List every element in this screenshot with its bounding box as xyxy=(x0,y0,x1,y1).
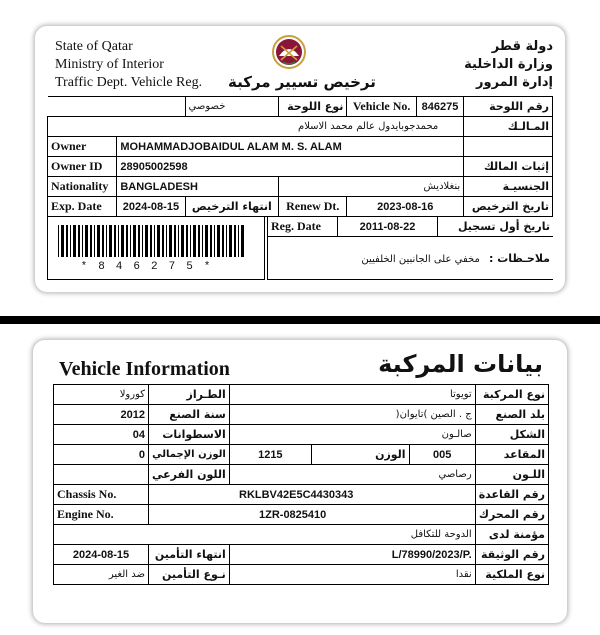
cylinders-label: الاسطوانات xyxy=(149,425,230,445)
notes-value: مخفي على الجانبين الخلفيين xyxy=(361,253,480,265)
barcode-icon xyxy=(58,225,244,257)
owner-label: Owner xyxy=(48,137,117,157)
renew-label: Renew Dt. xyxy=(279,197,347,217)
gross-weight-value: 0 xyxy=(54,445,149,465)
nationality-value: BANGLADESH xyxy=(117,177,279,197)
secondary-color-value xyxy=(54,465,149,485)
notes-label: ملاحـظات : xyxy=(489,251,550,265)
make-value: تويوتا xyxy=(229,385,475,405)
barcode-bar xyxy=(210,225,212,257)
chassis-value: RKLBV42E5C4430343 xyxy=(149,485,476,505)
barcode-bar xyxy=(126,225,128,257)
plate-type-label: نوع اللوحة xyxy=(279,97,347,117)
barcode-bar xyxy=(174,225,176,257)
gross-weight-label: الوزن الإجمالي xyxy=(149,445,230,465)
reg-date-label-ar: تاريخ أول تسجيل xyxy=(438,217,554,237)
vehicle-registration-card xyxy=(35,26,565,292)
insurer-value: الدوحة للتكافل xyxy=(54,525,476,545)
barcode-bar xyxy=(130,225,131,257)
section-divider xyxy=(0,316,600,324)
barcode-bar xyxy=(190,225,191,257)
insurance-type-value: ضد الغير xyxy=(54,565,149,585)
barcode-bar xyxy=(193,225,196,257)
barcode-bar xyxy=(133,225,136,257)
seats-label: المقاعد xyxy=(475,445,548,465)
barcode-bar xyxy=(94,225,95,257)
body-value: صالـون xyxy=(229,425,475,445)
barcode-bar xyxy=(73,225,76,257)
seats-value: 005 xyxy=(409,445,475,465)
barcode-bar xyxy=(61,225,64,257)
nationality-label: Nationality xyxy=(48,177,117,197)
barcode-bar xyxy=(66,225,68,257)
ministry-ar: وزارة الداخلية xyxy=(464,57,553,72)
owner-id-label-ar: إثبات المالك xyxy=(464,157,553,177)
barcode-bar xyxy=(157,225,160,257)
dept-ar: إدارة المرور xyxy=(476,75,553,90)
barcode-bar xyxy=(178,225,179,257)
barcode-bar xyxy=(118,225,119,257)
exp-date-label-ar: انتهاء الترخيص xyxy=(185,197,279,217)
owner-name-ar: محمدجوبايدول عالم محمد الاسلام xyxy=(48,117,464,137)
barcode-bar xyxy=(150,225,152,257)
ministry-en: Ministry of Interior xyxy=(55,57,164,72)
owner-id-label: Owner ID xyxy=(48,157,117,177)
year-value: 2012 xyxy=(54,405,149,425)
ownership-label: نوع الملكية xyxy=(475,565,548,585)
model-label: الطـراز xyxy=(149,385,230,405)
owner-id-value: 28905002598 xyxy=(117,157,464,177)
dept-en: Traffic Dept. Vehicle Reg. xyxy=(55,75,203,90)
barcode-bar xyxy=(166,225,167,257)
barcode-digits: *846275* xyxy=(80,261,222,273)
barcode-bar xyxy=(234,225,236,257)
vehicle-info-title-ar: بيانات المركبة xyxy=(378,350,543,378)
barcode-bar xyxy=(229,225,232,257)
barcode-bar xyxy=(162,225,164,257)
barcode-bar xyxy=(90,225,92,257)
insurance-exp-value: 2024-08-15 xyxy=(54,545,149,565)
nationality-value-ar: بنغلاديش xyxy=(279,177,464,197)
vehicle-information-card xyxy=(33,340,567,623)
barcode-bar xyxy=(142,225,143,257)
barcode-bar xyxy=(205,225,208,257)
barcode-bar xyxy=(238,225,239,257)
state-en: State of Qatar xyxy=(55,39,133,54)
barcode-bar xyxy=(138,225,140,257)
barcode-bar xyxy=(181,225,184,257)
owner-label-ar: المـالـك xyxy=(464,117,553,137)
barcode-box xyxy=(47,216,265,280)
barcode-bar xyxy=(186,225,188,257)
renew-value: 2023-08-16 xyxy=(347,197,464,217)
barcode-bar xyxy=(58,225,59,257)
plate-type-value: خصوصي xyxy=(185,97,279,117)
barcode-bar xyxy=(82,225,83,257)
barcode-bar xyxy=(222,225,224,257)
insurance-type-label: نـوع التأمين xyxy=(149,565,230,585)
policy-value: L/78990/2023/P. xyxy=(229,545,475,565)
renew-label-ar: تاريخ الترخيص xyxy=(464,197,553,217)
weight-label: الوزن xyxy=(311,445,409,465)
vehicle-no-value: 846275 xyxy=(416,97,463,117)
engine-label: Engine No. xyxy=(54,505,149,525)
barcode-bar xyxy=(97,225,100,257)
barcode-bar xyxy=(85,225,88,257)
barcode-bar xyxy=(198,225,200,257)
model-value: كورولا xyxy=(54,385,149,405)
reg-date-value: 2011-08-22 xyxy=(338,217,438,237)
notes-cell xyxy=(268,237,554,280)
exp-date-label: Exp. Date xyxy=(48,197,117,217)
reg-date-table xyxy=(267,216,553,280)
vehicle-info-table xyxy=(53,384,549,585)
color-value: رصاصي xyxy=(229,465,475,485)
barcode-bar xyxy=(109,225,112,257)
barcode-bar xyxy=(169,225,172,257)
make-label: نوع المركبة xyxy=(475,385,548,405)
registration-table xyxy=(47,96,553,217)
chassis-label-ar: رقم القاعدة xyxy=(475,485,548,505)
license-title-ar: ترخيص تسيير مركبة xyxy=(228,73,376,91)
insurer-label: مؤمنة لدى xyxy=(475,525,548,545)
cylinders-value: 04 xyxy=(54,425,149,445)
color-label: اللـون xyxy=(475,465,548,485)
barcode-bar xyxy=(202,225,203,257)
barcode-bar xyxy=(106,225,107,257)
barcode-bar xyxy=(217,225,220,257)
exp-date-value: 2024-08-15 xyxy=(117,197,185,217)
barcode-bar xyxy=(121,225,124,257)
nationality-label-ar: الجنسيـة xyxy=(464,177,553,197)
barcode-bar xyxy=(102,225,104,257)
owner-name: MOHAMMADJOBAIDUL ALAM M. S. ALAM xyxy=(117,137,464,157)
vehicle-no-label: Vehicle No. xyxy=(347,97,417,117)
barcode-bar xyxy=(226,225,227,257)
country-label: بلد الصنع xyxy=(475,405,548,425)
plate-no-label: رقم اللوحة xyxy=(464,97,553,117)
year-label: سنة الصنع xyxy=(149,405,230,425)
insurance-exp-label: انتهاء التأمين xyxy=(149,545,230,565)
barcode-bar xyxy=(145,225,148,257)
barcode-bar xyxy=(154,225,155,257)
engine-label-ar: رقم المحرك xyxy=(475,505,548,525)
barcode-bar xyxy=(241,225,244,257)
barcode-bar xyxy=(70,225,71,257)
engine-value: 1ZR-0825410 xyxy=(149,505,476,525)
barcode-bar xyxy=(114,225,116,257)
ownership-value: نقدا xyxy=(229,565,475,585)
barcode-bar xyxy=(214,225,215,257)
qatar-emblem-icon xyxy=(271,32,307,72)
weight-value: 1215 xyxy=(229,445,311,465)
body-label: الشكل xyxy=(475,425,548,445)
chassis-label: Chassis No. xyxy=(54,485,149,505)
policy-label: رقم الوثيقة xyxy=(475,545,548,565)
secondary-color-label: اللون الفرعي xyxy=(149,465,230,485)
state-ar: دولة قطر xyxy=(491,39,553,54)
barcode-bar xyxy=(78,225,80,257)
country-value: ج . الصين )تايوان( xyxy=(229,405,475,425)
reg-date-label: Reg. Date xyxy=(268,217,338,237)
vehicle-info-title-en: Vehicle Information xyxy=(59,358,230,380)
